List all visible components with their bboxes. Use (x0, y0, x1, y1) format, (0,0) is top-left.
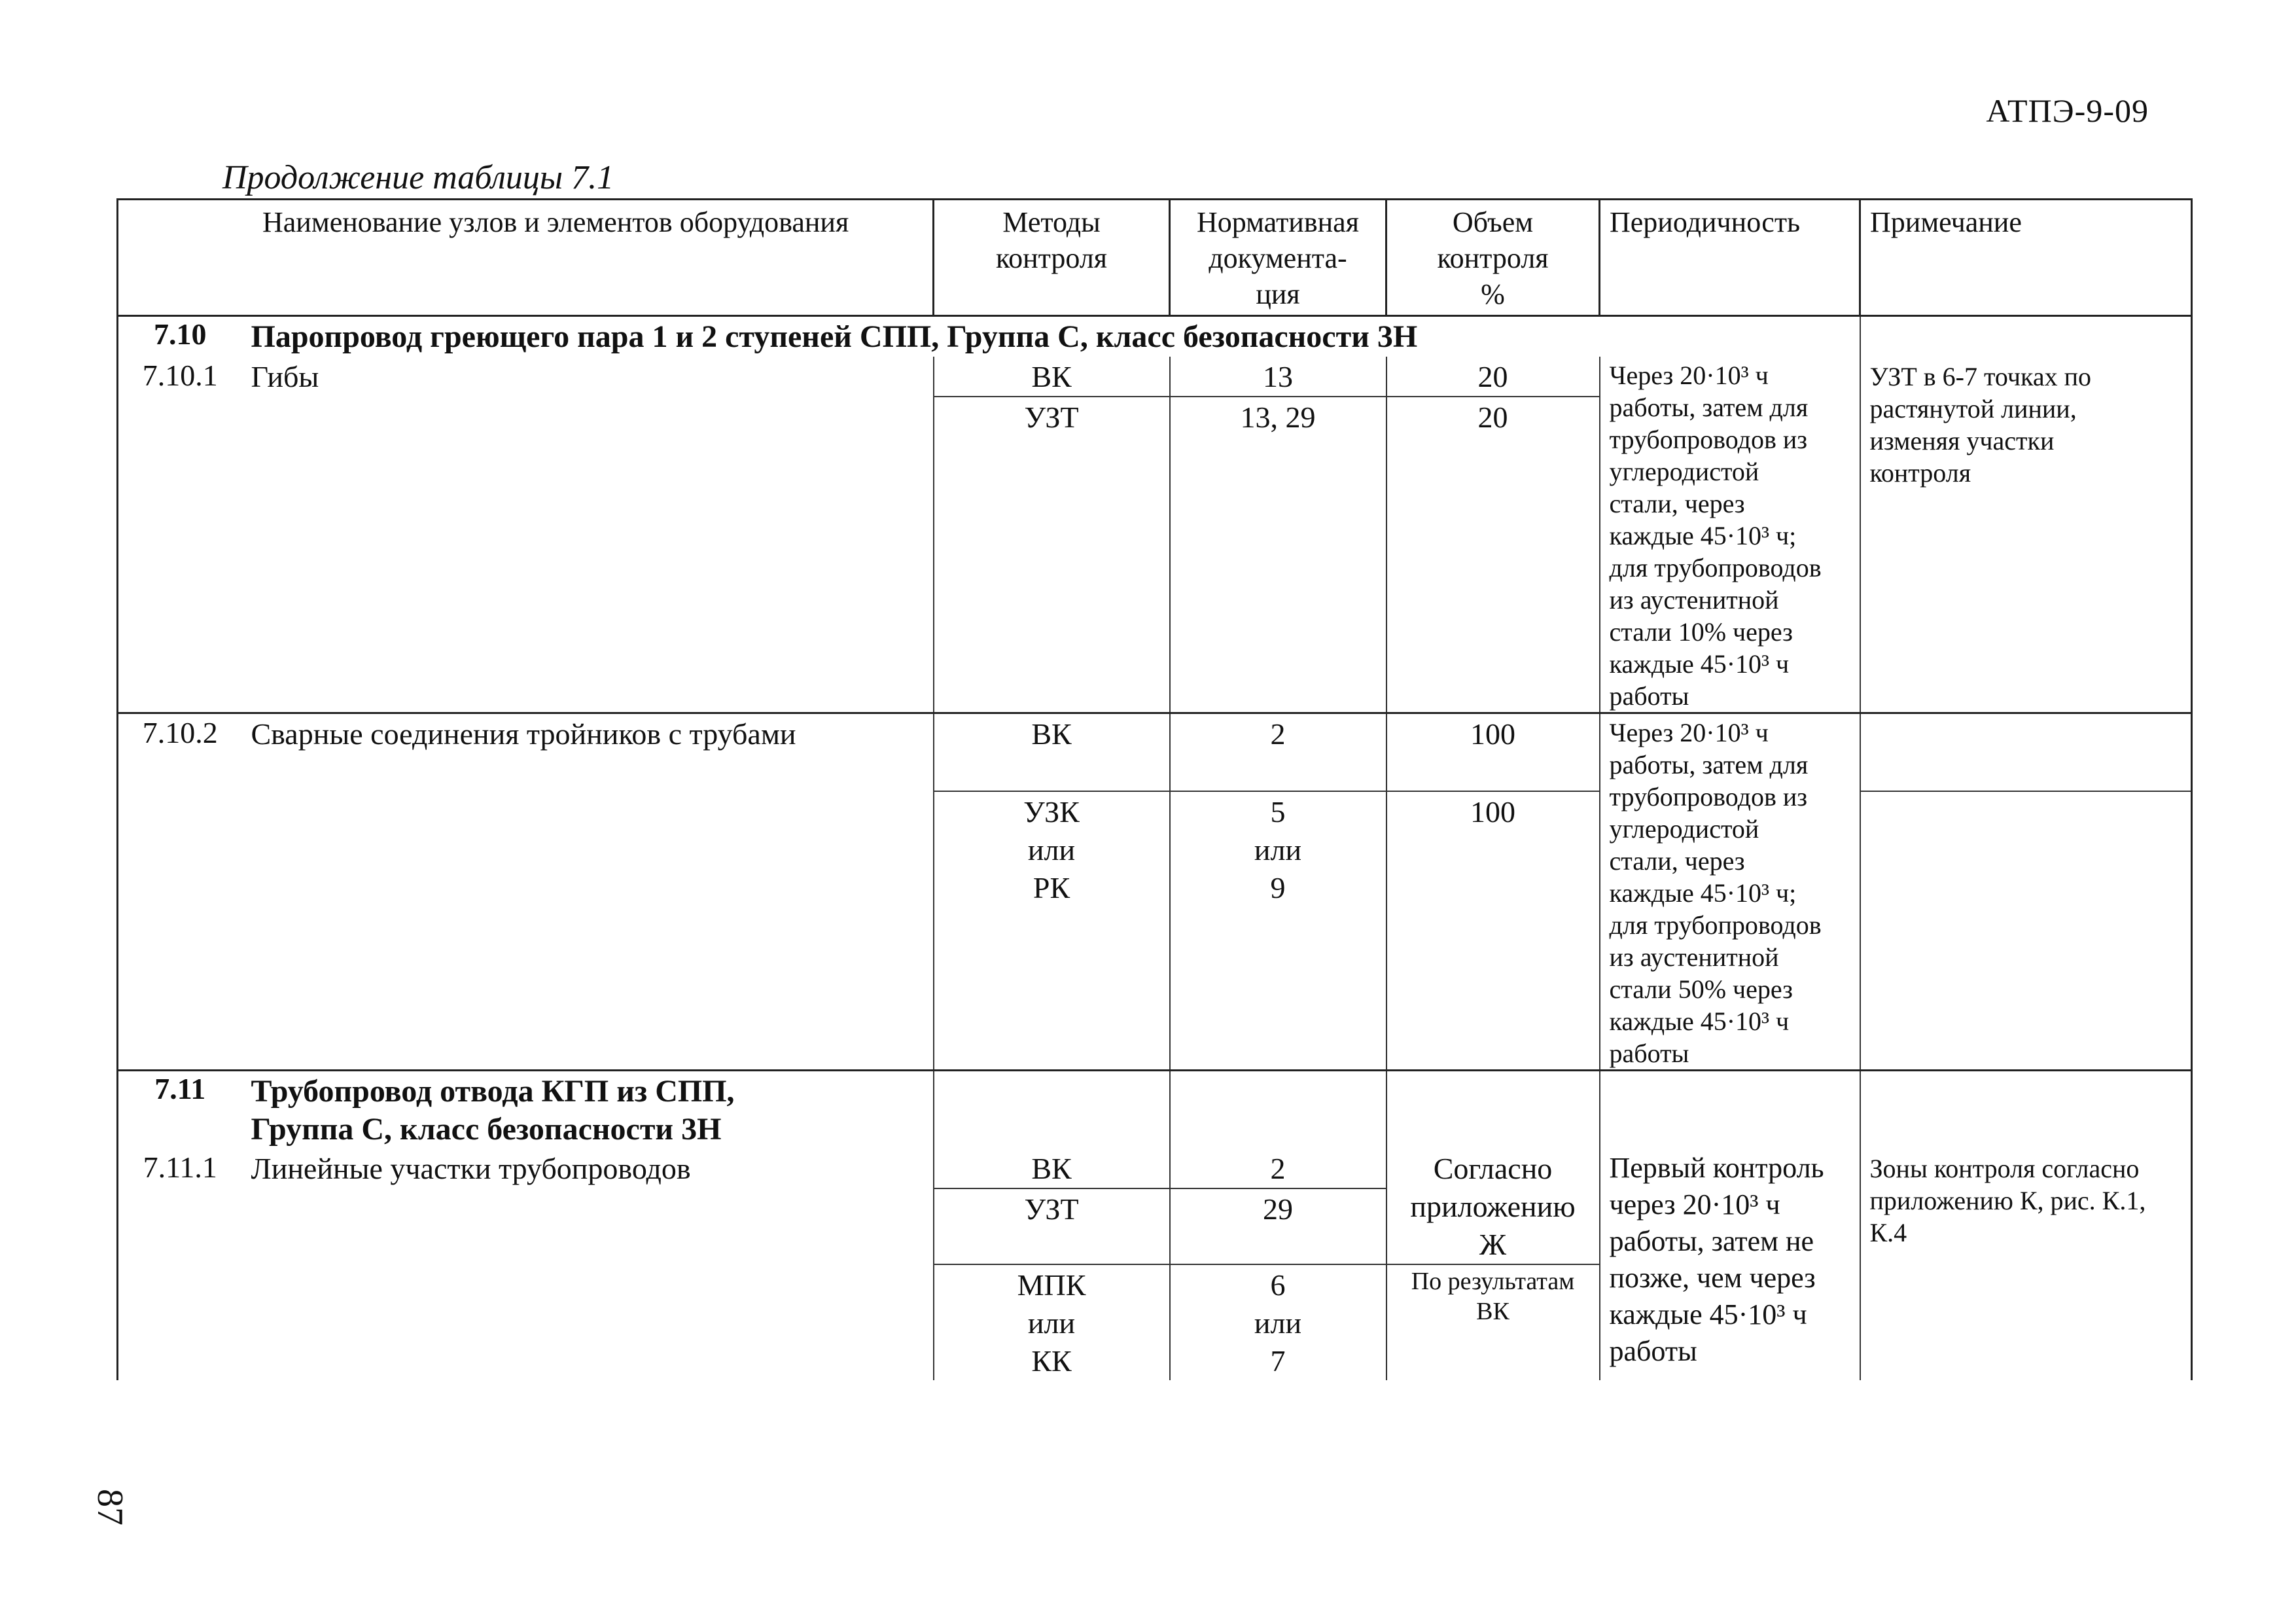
normdoc-cell: 2 (1170, 713, 1386, 791)
note-cell (1860, 713, 2192, 791)
table-row (118, 1149, 2192, 1188)
header-period: Периодичность (1600, 200, 1860, 316)
method-cell: ВК (934, 713, 1170, 791)
header-methods: Методы контроля (934, 200, 1170, 316)
table-row (118, 713, 2192, 791)
method-cell: УЗК или РК (934, 791, 1170, 1070)
period-cell: Первый контроль через 20·10³ ч работы, затем не позже, чем через каждые 45·10³ ч работы (1600, 1149, 1860, 1380)
volume-cell: 100 (1386, 713, 1600, 791)
row-number: 7.11.1 (118, 1149, 242, 1380)
table-row (118, 357, 2192, 397)
method-cell: УЗТ (934, 397, 1170, 713)
normdoc-cell: 5 или 9 (1170, 791, 1386, 1070)
section-title: Паропровод греющего пара 1 и 2 ступеней СПП, Группа С, класс безопасности 3Н (242, 316, 1860, 357)
note-cell: УЗТ в 6-7 точках по растянутой линии, изменяя участки контроля (1860, 357, 2192, 713)
period-cell: Через 20·10³ ч работы, затем для трубопроводов из углеродистой стали, через каждые 45·10³ ч; для трубопроводов из аустенитной стали 10% через каждые 45·10³ ч работы (1600, 357, 1860, 713)
header-normdoc: Нормативная документа- ция (1170, 200, 1386, 316)
section-row-7-11 (118, 1070, 2192, 1149)
method-cell: УЗТ (934, 1188, 1170, 1264)
header-name: Наименование узлов и элементов оборудования (118, 200, 934, 316)
volume-cell: Согласно приложению Ж (1386, 1149, 1600, 1264)
row-number: 7.10.2 (118, 713, 242, 1070)
table-continuation-caption: Продолжение таблицы 7.1 (222, 159, 614, 196)
section-title: Трубопровод отвода КГП из СПП, Группа С, класс безопасности 3Н (242, 1070, 934, 1149)
inspection-table (116, 198, 2191, 1380)
section-row-7-10 (118, 316, 2192, 357)
table-header-row (118, 200, 2192, 316)
section-number: 7.11 (118, 1070, 242, 1149)
volume-cell: 20 (1386, 357, 1600, 397)
normdoc-cell: 13 (1170, 357, 1386, 397)
header-note: Примечание (1860, 200, 2192, 316)
normdoc-cell: 29 (1170, 1188, 1386, 1264)
row-name: Гибы (251, 359, 319, 393)
volume-cell: 20 (1386, 397, 1600, 713)
header-volume: Объем контроля % (1386, 200, 1600, 316)
method-cell: ВК (934, 1149, 1170, 1188)
row-name: Сварные соединения тройников с трубами (242, 713, 934, 1070)
row-number: 7.10.1 (118, 357, 242, 713)
row-name: Линейные участки трубопроводов (251, 1151, 691, 1185)
normdoc-cell: 13, 29 (1170, 397, 1386, 713)
document-code: АТПЭ-9-09 (1986, 92, 2149, 129)
normdoc-cell: 6 или 7 (1170, 1264, 1386, 1380)
section-number: 7.10 (118, 316, 242, 357)
page-number: 87 (90, 1489, 130, 1525)
note-cell: Зоны контроля согласно приложению К, рис. К.1, К.4 (1860, 1149, 2192, 1380)
method-cell: ВК (934, 357, 1170, 397)
volume-cell: 100 (1386, 791, 1600, 1070)
method-cell: МПК или КК (934, 1264, 1170, 1380)
note-cell (1860, 791, 2192, 1070)
normdoc-cell: 2 (1170, 1149, 1386, 1188)
volume-cell: По результатам ВК (1386, 1264, 1600, 1380)
period-cell: Через 20·10³ ч работы, затем для трубопроводов из углеродистой стали, через каждые 45·10³ ч; для трубопроводов из аустенитной стали 50% через каждые 45·10³ ч работы (1600, 713, 1860, 1070)
